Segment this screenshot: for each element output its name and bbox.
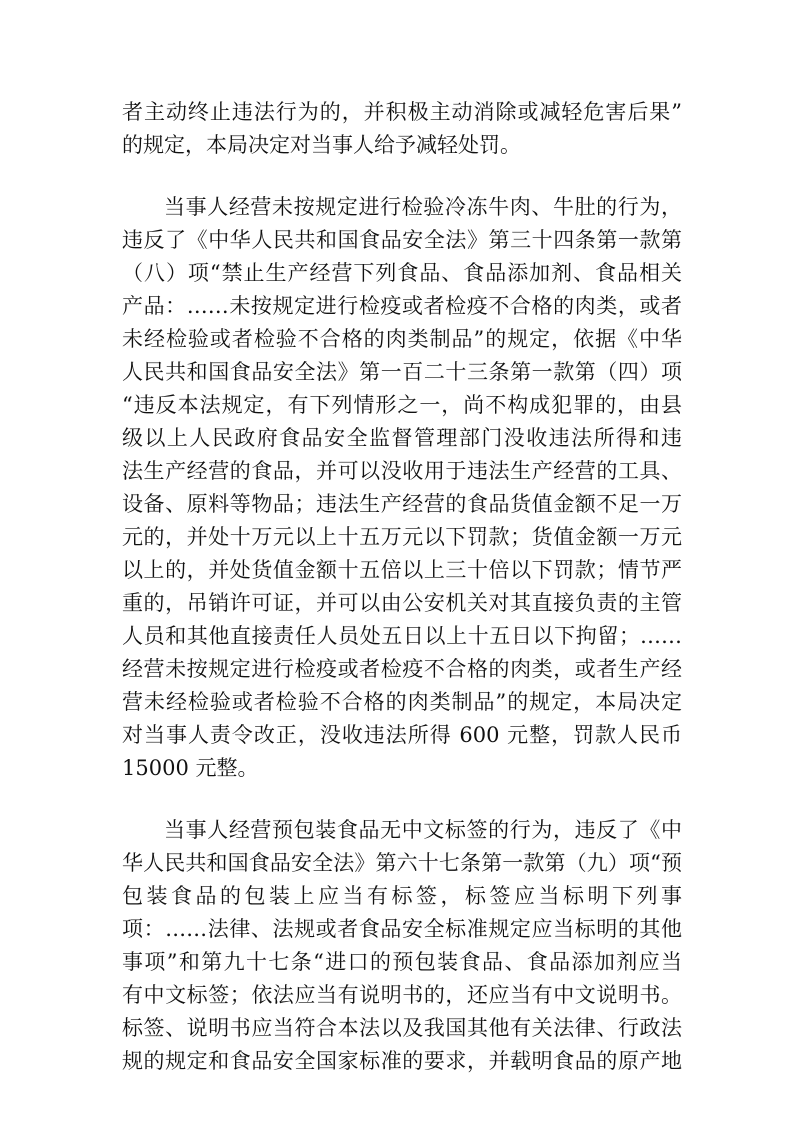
text-line: 华人民共和国食品安全法》第六十七条第一款第（九）项“预 [122,851,682,875]
paragraph-gap [122,162,682,191]
text-line: 人员和其他直接责任人员处五日以上十五日以下拘留；…… [122,624,682,648]
paragraph-gap [122,785,682,814]
text-line: 项：……法律、法规或者食品安全标准规定应当标明的其他 [122,917,682,941]
text-line: （八）项“禁止生产经营下列食品、食品添加剂、食品相关 [122,261,682,285]
text-line: 违反了《中华人民共和国食品安全法》第三十四条第一款第 [122,228,682,252]
text-line: 当事人经营预包装食品无中文标签的行为，违反了《中 [164,818,682,842]
paragraph [122,96,682,162]
text-line: 有中文标签；依法应当有说明书的，还应当有中文说明书。 [122,983,682,1007]
text-line: 产品：……未按规定进行检疫或者检疫不合格的肉类，或者 [122,294,682,318]
text-line: 对当事人责令改正，没收违法所得 600 元整，罚款人民币 [122,723,682,747]
text-line: 经营未按规定进行检疫或者检疫不合格的肉类，或者生产经 [122,657,682,681]
text-line: 人民共和国食品安全法》第一百二十三条第一款第（四）项 [122,360,682,384]
text-line: 标签、说明书应当符合本法以及我国其他有关法律、行政法 [122,1016,682,1040]
text-line: 元的，并处十万元以上十五万元以下罚款；货值金额一万元 [122,525,682,549]
text-line: “违反本法规定，有下列情形之一，尚不构成犯罪的，由县 [122,393,682,417]
text-line: 级以上人民政府食品安全监督管理部门没收违法所得和违 [122,426,682,450]
paragraph [122,814,682,1078]
text-line: 包装食品的包装上应当有标签，标签应当标明下列事 [122,884,682,908]
text-line: 当事人经营未按规定进行检验冷冻牛肉、牛肚的行为， [164,195,682,219]
text-line: 未经检验或者检验不合格的肉类制品”的规定，依据《中华 [122,327,682,351]
text-line: 以上的，并处货值金额十五倍以上三十倍以下罚款；情节严 [122,558,682,582]
document-page [122,96,682,1078]
text-line: 的规定，本局决定对当事人给予减轻处罚。 [122,133,521,157]
text-line: 规的规定和食品安全国家标准的要求，并载明食品的原产地 [122,1049,682,1073]
text-line: 15000 元整。 [122,756,259,780]
text-line: 法生产经营的食品，并可以没收用于违法生产经营的工具、 [122,459,682,483]
paragraph [122,191,682,785]
text-line: 者主动终止违法行为的，并积极主动消除或减轻危害后果” [122,100,682,124]
text-line: 设备、原料等物品；违法生产经营的食品货值金额不足一万 [122,492,682,516]
text-line: 重的，吊销许可证，并可以由公安机关对其直接负责的主管 [122,591,682,615]
text-line: 事项”和第九十七条“进口的预包装食品、食品添加剂应当 [122,950,682,974]
text-line: 营未经检验或者检验不合格的肉类制品”的规定，本局决定 [122,690,682,714]
